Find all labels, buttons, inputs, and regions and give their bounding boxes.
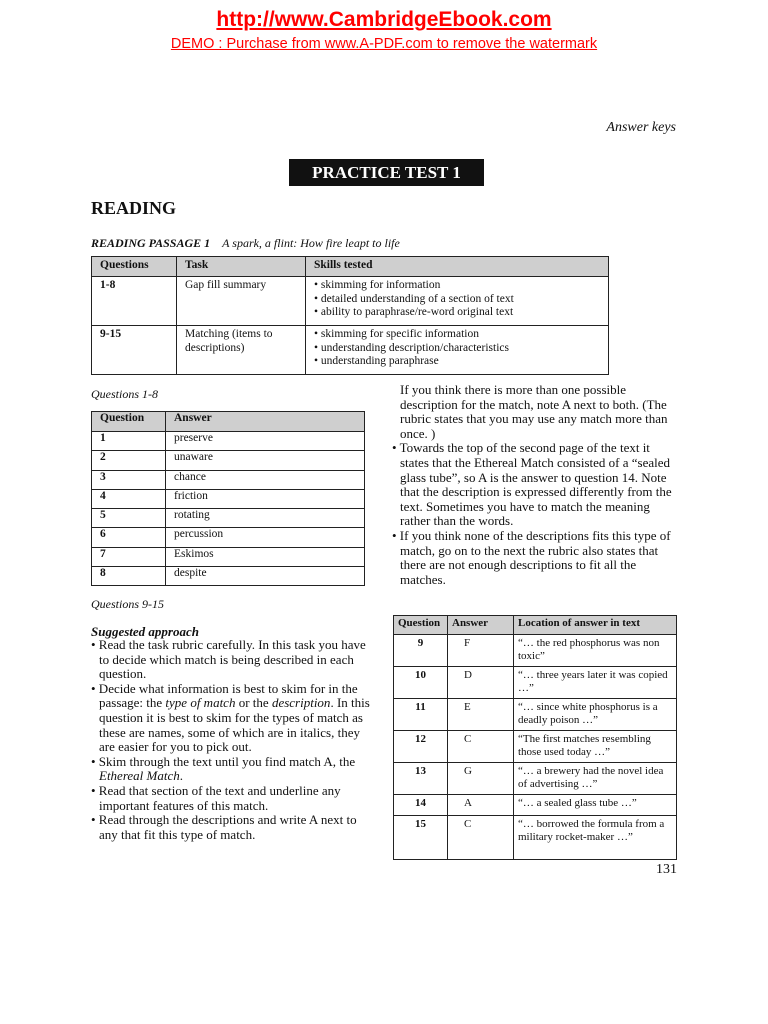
- table-row: [92, 277, 609, 326]
- table-row: [92, 509, 365, 528]
- right-column-text: [392, 383, 678, 587]
- table-row: [92, 451, 365, 470]
- answer-cell: unaware: [166, 451, 365, 470]
- table-row: [92, 489, 365, 508]
- page-number: 131: [656, 862, 677, 877]
- bullet-item: • Read that section of the text and underline any important features of this match.: [91, 782, 341, 813]
- bullet-item: • Skim through the text until you find match A, the Ethereal Match.: [91, 753, 356, 784]
- paragraph: If you think there is more than one possible description for the match, note A next to both. (The rubric states that you may use any match more than once. ): [400, 382, 668, 441]
- running-header: Answer keys: [606, 120, 676, 135]
- answer-cell: despite: [166, 567, 365, 586]
- table-row: [92, 432, 365, 451]
- answer-cell: chance: [166, 470, 365, 489]
- suggested-approach-list: [91, 638, 376, 842]
- question-number: 7: [92, 547, 166, 566]
- answer-cell: rotating: [166, 509, 365, 528]
- question-number: 8: [92, 567, 166, 586]
- passage-heading: [91, 236, 400, 251]
- skill-item: • skimming for specific information: [314, 328, 479, 340]
- table-header: Answer: [166, 412, 365, 432]
- question-number: 4: [92, 489, 166, 508]
- table-header: Question: [394, 616, 448, 635]
- passage-label: READING PASSAGE 1: [91, 236, 211, 250]
- table-header: Location of answer in text: [514, 616, 677, 635]
- question-number: 13: [394, 763, 448, 795]
- table-header: Question: [92, 412, 166, 432]
- answer-cell: G: [448, 763, 514, 795]
- question-number: 6: [92, 528, 166, 547]
- bullet-item: • If you think none of the descriptions fits this type of match, go on to the next the rubric also states that there are not enough descriptions to fit all the matches.: [392, 527, 671, 587]
- answer-cell: E: [448, 699, 514, 731]
- location-cell: “… since white phosphorus is a deadly poison …”: [514, 699, 677, 731]
- suggested-approach-heading: Suggested approach: [91, 624, 199, 639]
- table-row: [394, 635, 677, 667]
- skill-item: • understanding description/characteristics: [314, 341, 509, 354]
- table-row: [394, 731, 677, 763]
- skill-item: • skimming for information: [314, 279, 441, 291]
- watermark-url[interactable]: http://www.CambridgeEbook.com: [216, 8, 552, 31]
- question-number: 10: [394, 667, 448, 699]
- question-number: 15: [394, 816, 448, 860]
- bullet-item: • Read through the descriptions and write A next to any that fit this type of match.: [91, 812, 357, 842]
- questions-1-8-label: Questions 1-8: [91, 387, 158, 401]
- question-number: 11: [394, 699, 448, 731]
- table-cell: 9-15: [92, 326, 177, 375]
- answer-cell: A: [448, 795, 514, 816]
- passage-subtitle: A spark, a flint: How fire leapt to life: [222, 236, 400, 250]
- questions-9-15-label: Questions 9-15: [91, 597, 164, 611]
- answer-cell: percussion: [166, 528, 365, 547]
- table-row: [92, 547, 365, 566]
- watermark-demo-link[interactable]: DEMO : Purchase from www.A-PDF.com to remove the watermark: [170, 36, 598, 52]
- answer-cell: C: [448, 816, 514, 860]
- answer-cell: C: [448, 731, 514, 763]
- skill-item: • understanding paraphrase: [314, 355, 439, 367]
- table-row: [394, 699, 677, 731]
- answers-1-8-table: [91, 411, 365, 586]
- question-number: 9: [394, 635, 448, 667]
- table-row: [394, 795, 677, 816]
- table-row: [394, 763, 677, 795]
- answers-9-15-table: [393, 615, 677, 860]
- section-heading: READING: [91, 198, 177, 218]
- location-cell: “… a brewery had the novel idea of advertising …”: [514, 763, 677, 795]
- answer-cell: F: [448, 635, 514, 667]
- table-header: Questions: [92, 257, 177, 277]
- answer-cell: friction: [166, 489, 365, 508]
- table-header: Skills tested: [306, 257, 609, 277]
- table-cell: Gap fill summary: [177, 277, 306, 326]
- table-row: [92, 326, 609, 375]
- skills-cell: [306, 277, 609, 326]
- table-cell: 1-8: [92, 277, 177, 326]
- location-cell: “… three years later it was copied …”: [514, 667, 677, 699]
- location-cell: “… a sealed glass tube …”: [514, 795, 677, 816]
- question-number: 2: [92, 451, 166, 470]
- question-number: 14: [394, 795, 448, 816]
- answer-cell: Eskimos: [166, 547, 365, 566]
- table-row: [394, 667, 677, 699]
- table-row: [92, 528, 365, 547]
- question-number: 5: [92, 509, 166, 528]
- skill-item: • ability to paraphrase/re-word original text: [314, 306, 514, 318]
- skills-cell: [306, 326, 609, 375]
- location-cell: “The first matches resembling those used today …”: [514, 731, 677, 763]
- bullet-item: • Read the task rubric carefully. In this task you have to decide which match is being described in each question.: [91, 637, 366, 682]
- table-cell: Matching (items to descriptions): [177, 326, 306, 375]
- table-header: Task: [177, 257, 306, 277]
- page-title: PRACTICE TEST 1: [289, 159, 484, 186]
- location-cell: “… borrowed the formula from a military rocket-maker …”: [514, 816, 677, 860]
- table-row: [394, 816, 677, 860]
- table-row: [92, 470, 365, 489]
- answer-cell: preserve: [166, 432, 365, 451]
- task-table: [91, 256, 609, 375]
- table-row: [92, 567, 365, 586]
- bullet-item: • Towards the top of the second page of the text it states that the Ethereal Match consisted of a “sealed glass tube”, so A is the answer to question 14. Note that the description is expressed differently from the text. Sometimes you have to match the meaning rather than the words.: [392, 440, 672, 529]
- table-header: Answer: [448, 616, 514, 635]
- skill-item: • detailed understanding of a section of text: [314, 292, 514, 305]
- answer-cell: D: [448, 667, 514, 699]
- question-number: 3: [92, 470, 166, 489]
- question-number: 1: [92, 432, 166, 451]
- location-cell: “… the red phosphorus was non toxic”: [514, 635, 677, 667]
- bullet-item: • Decide what information is best to skim for in the passage: the type of match or the description. In this question it is best to skim for the types of match as these are names, some of which are in italics, they are easier for you to pick out.: [91, 680, 370, 755]
- question-number: 12: [394, 731, 448, 763]
